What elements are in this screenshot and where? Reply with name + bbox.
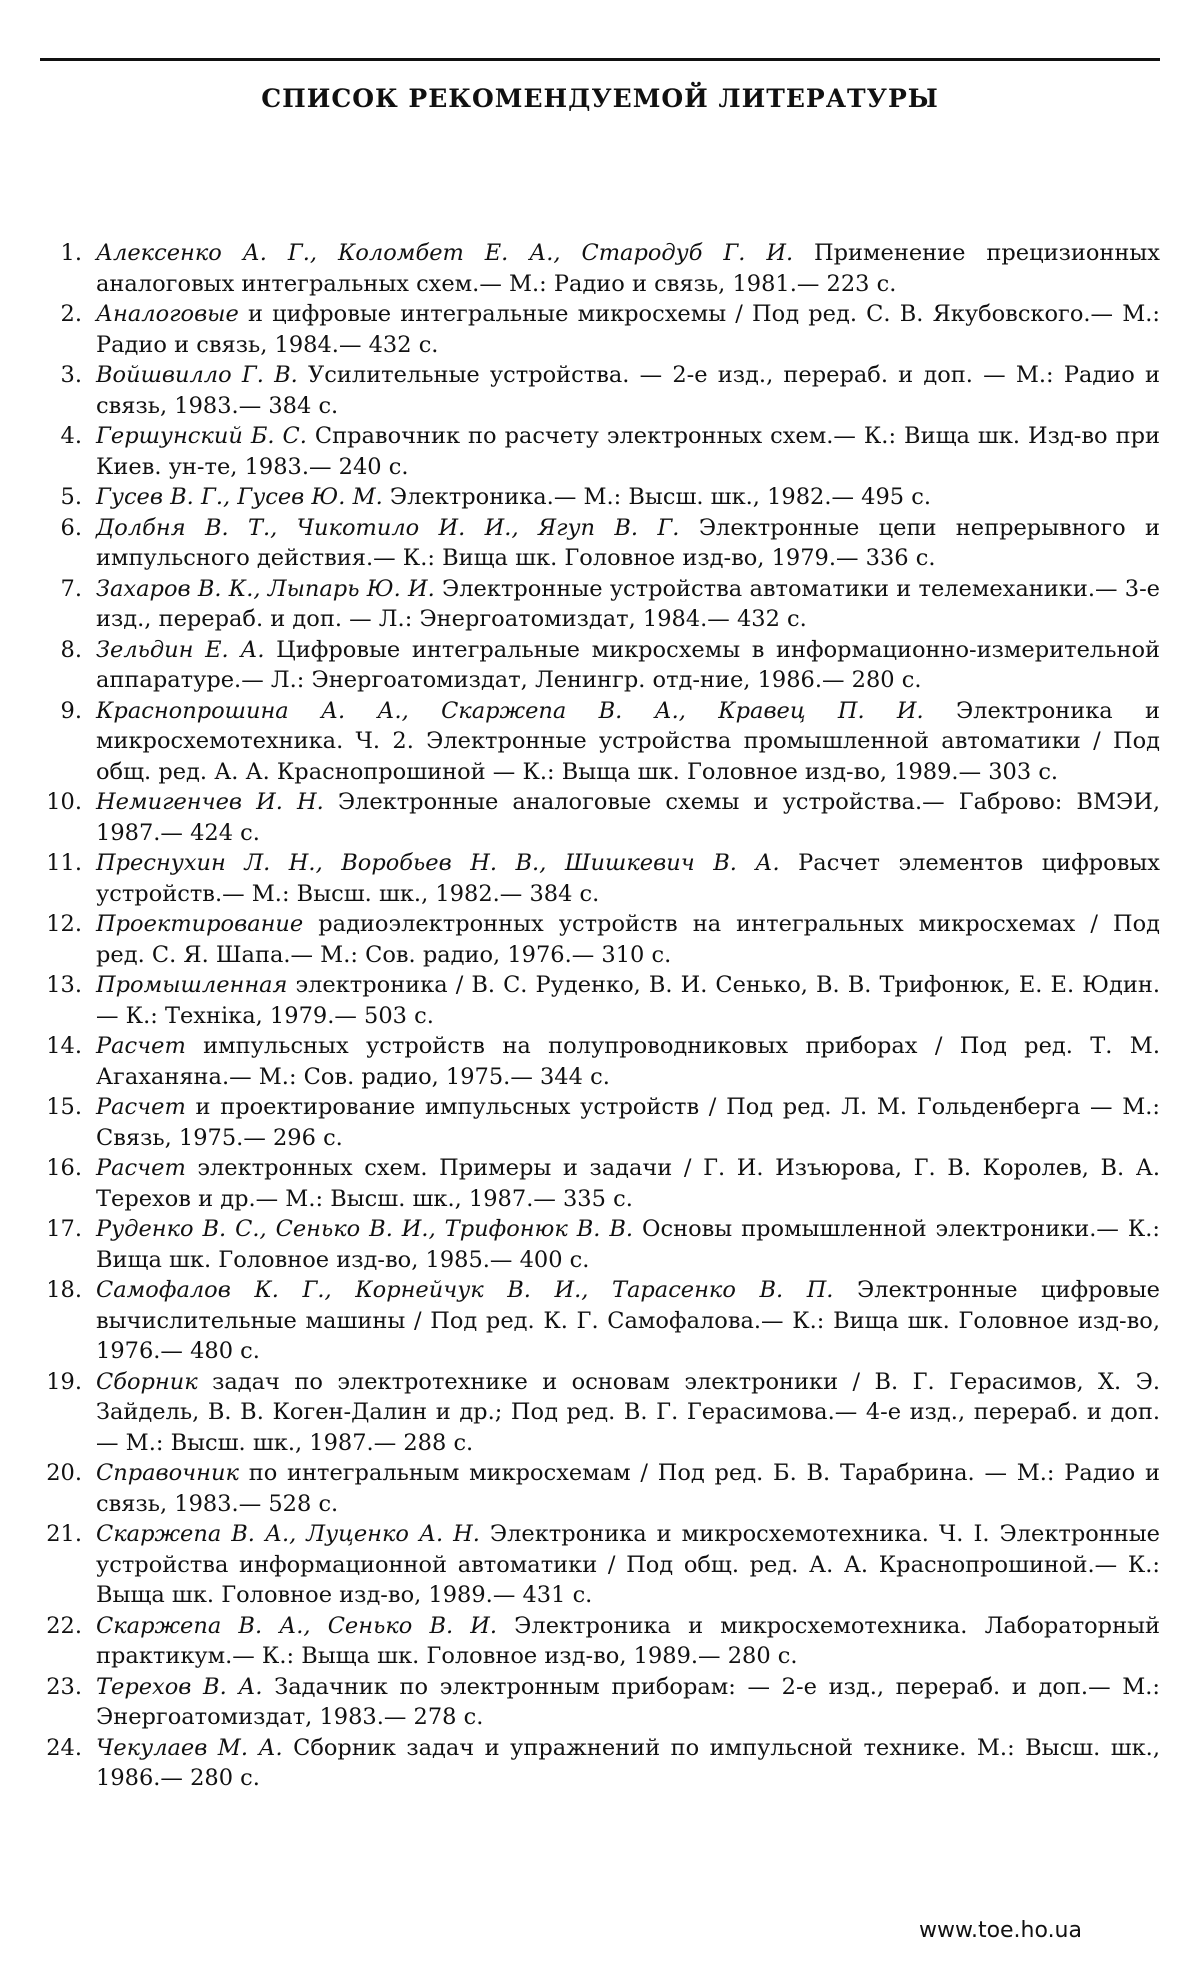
reference-item: [40, 1275, 1160, 1367]
reference-item: [40, 848, 1160, 909]
reference-number: 2.: [60, 301, 82, 327]
reference-item: [40, 635, 1160, 696]
reference-number: 17.: [46, 1216, 82, 1242]
reference-number: 12.: [46, 911, 82, 937]
top-rule: [40, 58, 1160, 61]
reference-text: электронных схем. Примеры и задачи / Г. И. Изъюрова, Г. В. Королев, В. А. Терехов и др.— М.: Высш. шк., 1987.— 335 с.: [96, 1155, 1160, 1212]
reference-number: 9.: [60, 697, 82, 724]
reference-authors: Алексенко А. Г., Коломбет Е. А., Стародуб Г. И.: [96, 240, 794, 266]
reference-number: 6.: [60, 514, 82, 541]
reference-text: электроника / В. С. Руденко, В. И. Сенько, В. В. Трифонюк, Е. Е. Юдин.— К.: Техніка, 1979.— 503 с.: [96, 972, 1160, 1029]
reference-item: [40, 1519, 1160, 1611]
reference-text: и цифровые интегральные микросхемы / Под ред. С. В. Якубовского.— М.: Радио и связь, 1984.— 432 с.: [96, 301, 1160, 358]
reference-number: 5.: [60, 484, 82, 510]
reference-item: [40, 421, 1160, 482]
reference-text: и проектирование импульсных устройств / Под ред. Л. М. Гольденберга — М.: Связь, 1975.— 296 с.: [96, 1094, 1160, 1151]
reference-authors: Справочник: [96, 1460, 239, 1486]
reference-text: Электронные цифровые вычислительные машины / Под ред. К. Г. Самофалова.— К.: Вища шк. Головное изд-во, 1976.— 480 с.: [96, 1277, 1160, 1364]
reference-authors: Чекулаев М. А.: [96, 1734, 283, 1761]
reference-number: 22.: [46, 1612, 82, 1639]
reference-number: 8.: [60, 636, 82, 663]
reference-number: 13.: [46, 972, 82, 998]
reference-item: [40, 513, 1160, 574]
reference-item: [40, 696, 1160, 788]
reference-text: Электроника и микросхемотехника. Ч. 2. Электронные устройства промышленной автоматики / Под общ. ред. А. А. Краснопрошиной — К.: Выща шк. Головное изд-во, 1989.— 303 с.: [96, 697, 1160, 785]
reference-number: 11.: [46, 850, 82, 876]
reference-item: [40, 1611, 1160, 1672]
reference-number: 23.: [46, 1673, 82, 1700]
reference-authors: Скаржепа В. А., Сенько В. И.: [96, 1612, 498, 1639]
reference-text: Справочник по расчету электронных схем.— К.: Вища шк. Изд-во при Киев. ун-те, 1983.— 240 с.: [96, 423, 1160, 480]
reference-text: Цифровые интегральные микросхемы в информационно-измерительной аппаратуре.— Л.: Энергоатомиздат, Ленингр. отд-ние, 1986.— 280 с.: [96, 636, 1160, 693]
reference-item: [40, 1092, 1160, 1153]
reference-authors: Краснопрошина А. А., Скаржепа В. А., Кравец П. И.: [96, 697, 924, 724]
reference-text: Электронные цепи непрерывного и импульсного действия.— К.: Вища шк. Головное изд-во, 1979.— 336 с.: [96, 514, 1161, 571]
reference-item: [40, 970, 1160, 1031]
reference-text: Расчет элементов цифровых устройств.— М.: Высш. шк., 1982.— 384 с.: [96, 850, 1160, 907]
reference-item: [40, 482, 1160, 513]
reference-authors: Промышленная: [96, 972, 288, 998]
reference-authors: Долбня В. Т., Чикотило И. И., Ягуп В. Г.: [96, 514, 680, 541]
reference-authors: Расчет: [96, 1033, 186, 1059]
reference-authors: Зельдин Е. А.: [96, 636, 265, 663]
watermark-url: www.toe.ho.ua: [918, 1918, 1082, 1943]
reference-authors: Войшвилло Г. В.: [96, 362, 298, 388]
reference-number: 19.: [46, 1368, 82, 1395]
reference-number: 3.: [60, 362, 82, 388]
reference-authors: Самофалов К. Г., Корнейчук В. И., Тарасенко В. П.: [96, 1277, 834, 1303]
reference-item: [40, 1672, 1160, 1733]
reference-text: задач по электротехнике и основам электроники / В. Г. Герасимов, Х. Э. Зайдель, В. В. Коген-Далин и др.; Под ред. В. Г. Герасимова.— 4-е изд., перераб. и доп.— М.: Высш. шк., 1987.— 288 с.: [96, 1368, 1160, 1456]
reference-text: Электроника и микросхемотехника. Лабораторный практикум.— К.: Выща шк. Головное изд-во, 1989.— 280 с.: [96, 1612, 1160, 1669]
reference-number: 18.: [46, 1277, 82, 1303]
reference-text: импульсных устройств на полупроводниковых приборах / Под ред. Т. М. Агаханяна.— М.: Сов. радио, 1975.— 344 с.: [96, 1033, 1160, 1090]
reference-number: 21.: [46, 1521, 82, 1547]
reference-authors: Гусев В. Г., Гусев Ю. М.: [96, 484, 383, 510]
reference-number: 20.: [46, 1460, 82, 1486]
reference-authors: Сборник: [96, 1368, 198, 1395]
reference-text: Электроника.— М.: Высш. шк., 1982.— 495 с.: [382, 484, 932, 510]
reference-text: Усилительные устройства. — 2-е изд., перераб. и доп. — М.: Радио и связь, 1983.— 384 с.: [96, 362, 1160, 419]
reference-authors: Скаржепа В. А., Луценко А. Н.: [96, 1521, 480, 1547]
reference-item: [40, 1214, 1160, 1275]
reference-authors: Захаров В. К., Лыпарь Ю. И.: [96, 575, 435, 602]
reference-item: [40, 787, 1160, 848]
reference-item: [40, 1367, 1160, 1459]
reference-list: [40, 238, 1160, 1794]
reference-authors: Расчет: [96, 1155, 186, 1181]
reference-authors: Руденко В. С., Сенько В. И., Трифонюк В. В.: [96, 1216, 634, 1242]
reference-authors: Немигенчев И. Н.: [96, 789, 324, 815]
reference-item: [40, 360, 1160, 421]
reference-item: [40, 299, 1160, 360]
reference-number: 24.: [46, 1734, 82, 1761]
reference-authors: Расчет: [96, 1094, 186, 1120]
reference-item: [40, 1031, 1160, 1092]
reference-item: [40, 574, 1160, 635]
reference-number: 10.: [46, 789, 82, 815]
reference-text: Электронные устройства автоматики и телемеханики.— 3-е изд., перераб. и доп. — Л.: Энергоатомиздат, 1984.— 432 с.: [96, 575, 1160, 632]
reference-number: 15.: [46, 1094, 82, 1120]
reference-text: Применение прецизионных аналоговых интегральных схем.— М.: Радио и связь, 1981.— 223 с.: [96, 240, 1160, 297]
page-title: СПИСОК РЕКОМЕНДУЕМОЙ ЛИТЕРАТУРЫ: [261, 84, 939, 113]
reference-item: [40, 1733, 1160, 1794]
reference-text: Сборник задач и упражнений по импульсной технике. М.: Высш. шк., 1986.— 280 с.: [96, 1734, 1160, 1791]
reference-text: по интегральным микросхемам / Под ред. Б. В. Тарабрина. — М.: Радио и связь, 1983.— 528 с.: [96, 1460, 1160, 1517]
reference-item: [40, 1458, 1160, 1519]
reference-number: 4.: [60, 423, 82, 449]
reference-authors: Проектирование: [96, 911, 304, 937]
reference-authors: Преснухин Л. Н., Воробьев Н. В., Шишкевич В. А.: [96, 850, 780, 876]
reference-authors: Гершунский Б. С.: [96, 423, 307, 449]
reference-item: [40, 1153, 1160, 1214]
reference-text: Электронные аналоговые схемы и устройства.— Габрово: ВМЭИ, 1987.— 424 с.: [96, 789, 1160, 846]
reference-text: Основы промышленной электроники.— К.: Вища шк. Головное изд-во, 1985.— 400 с.: [96, 1216, 1160, 1273]
reference-text: Электроника и микросхемотехника. Ч. I. Электронные устройства информационной автоматики / Под общ. ред. А. А. Краснопрошиной.— К.: Выща шк. Головное изд-во, 1989.— 431 с.: [96, 1521, 1160, 1608]
reference-item: [40, 238, 1160, 299]
reference-authors: Терехов В. А.: [96, 1673, 263, 1700]
reference-text: Задачник по электронным приборам: — 2-е изд., перераб. и доп.— М.: Энергоатомиздат, 1983.— 278 с.: [96, 1673, 1160, 1730]
reference-item: [40, 909, 1160, 970]
reference-number: 16.: [46, 1155, 82, 1181]
reference-text: радиоэлектронных устройств на интегральных микросхемах / Под ред. С. Я. Шапа.— М.: Сов. радио, 1976.— 310 с.: [96, 911, 1160, 968]
reference-number: 14.: [46, 1033, 82, 1059]
reference-number: 7.: [60, 575, 82, 602]
reference-number: 1.: [60, 240, 82, 266]
reference-authors: Аналоговые: [96, 301, 239, 327]
